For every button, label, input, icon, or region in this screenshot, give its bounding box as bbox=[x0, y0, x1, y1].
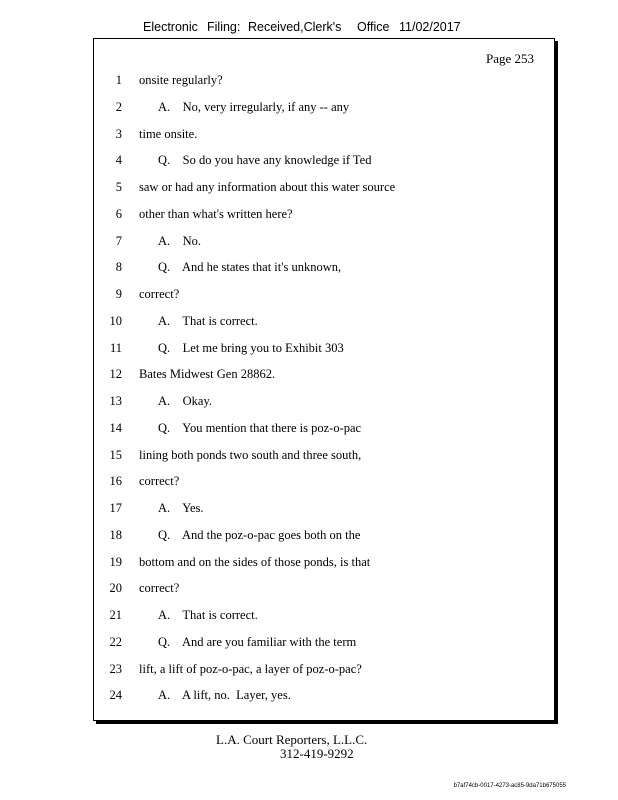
line-number: 16 bbox=[109, 474, 122, 489]
transcript-line bbox=[94, 528, 554, 546]
line-text: Bates Midwest Gen 28862. bbox=[139, 367, 276, 382]
line-text: Q. You mention that there is poz-o-pac bbox=[158, 420, 362, 435]
line-number: 6 bbox=[115, 206, 122, 221]
line-number: 10 bbox=[109, 313, 122, 328]
footer-phone: 312-419-9292 bbox=[280, 746, 354, 761]
line-text: A. No. bbox=[158, 233, 202, 248]
transcript-line bbox=[94, 421, 554, 439]
line-text: Q. So do you have any knowledge if Ted bbox=[158, 153, 372, 168]
line-number: 17 bbox=[109, 501, 122, 515]
transcript-line bbox=[94, 127, 554, 145]
page-number: Page 253 bbox=[485, 51, 534, 66]
line-number: 14 bbox=[109, 420, 122, 435]
filing-header bbox=[0, 20, 618, 38]
transcript-line bbox=[94, 367, 554, 385]
line-text: A. Yes. bbox=[158, 501, 204, 515]
header-office: Office bbox=[357, 20, 390, 34]
transcript-line bbox=[94, 394, 554, 412]
line-number: 23 bbox=[109, 661, 122, 676]
line-text: Q. Let me bring you to Exhibit 303 bbox=[158, 340, 344, 355]
footer-company: L.A. Court Reporters, L.L.C. bbox=[216, 732, 368, 747]
line-text: A. No, very irregularly, if any -- any bbox=[158, 99, 350, 114]
transcript-line bbox=[94, 73, 554, 91]
line-number: 7 bbox=[115, 233, 122, 248]
line-number: 4 bbox=[115, 153, 122, 168]
transcript-line bbox=[94, 688, 554, 706]
line-number: 8 bbox=[115, 260, 122, 275]
transcript-line bbox=[94, 581, 554, 599]
line-text: saw or had any information about this water source bbox=[139, 180, 396, 194]
line-number: 3 bbox=[115, 126, 122, 141]
line-text: time onsite. bbox=[139, 126, 198, 141]
transcript-line bbox=[94, 287, 554, 305]
line-text: lift, a lift of poz-o-pac, a layer of poz-o-pac? bbox=[139, 661, 362, 676]
transcript-line bbox=[94, 207, 554, 225]
line-text: correct? bbox=[139, 474, 180, 489]
transcript-line bbox=[94, 314, 554, 332]
line-text: A. That is correct. bbox=[158, 608, 258, 622]
line-number: 1 bbox=[115, 73, 122, 87]
transcript-line bbox=[94, 608, 554, 626]
transcript-line bbox=[94, 635, 554, 653]
line-text: correct? bbox=[139, 581, 180, 596]
transcript-line bbox=[94, 341, 554, 359]
transcript-line bbox=[94, 180, 554, 198]
line-number: 12 bbox=[109, 367, 122, 382]
line-number: 18 bbox=[109, 527, 122, 542]
header-electronic: Electronic bbox=[143, 20, 198, 34]
header-date: 11/02/2017 bbox=[399, 20, 461, 34]
line-number: 11 bbox=[109, 340, 122, 355]
line-text: other than what's written here? bbox=[139, 206, 293, 221]
line-number: 24 bbox=[109, 688, 122, 703]
transcript-line bbox=[94, 662, 554, 680]
header-filing: Filing: bbox=[207, 20, 241, 34]
transcript-line bbox=[94, 100, 554, 118]
line-text: Q. And the poz-o-pac goes both on the bbox=[158, 527, 361, 542]
line-number: 5 bbox=[115, 180, 122, 194]
transcript-line bbox=[94, 555, 554, 573]
line-text: A. That is correct. bbox=[158, 313, 258, 328]
header-received: Received,Clerk's bbox=[248, 20, 342, 34]
line-number: 15 bbox=[109, 447, 122, 462]
transcript-line bbox=[94, 260, 554, 278]
line-text: onsite regularly? bbox=[139, 73, 223, 87]
line-text: lining both ponds two south and three south, bbox=[139, 447, 362, 462]
transcript-line bbox=[94, 448, 554, 466]
line-text: bottom and on the sides of those ponds, is that bbox=[139, 554, 371, 569]
transcript-line bbox=[94, 234, 554, 252]
line-text: Q. And are you familiar with the term bbox=[158, 634, 357, 649]
line-text: A. Okay. bbox=[158, 394, 213, 408]
transcript-page bbox=[93, 38, 555, 721]
document-tracking-id: b7af74cb-0017-4273-ac85-9da71b675055 bbox=[453, 783, 566, 789]
line-text: A. A lift, no. Layer, yes. bbox=[158, 688, 291, 703]
line-number: 20 bbox=[109, 581, 122, 596]
transcript-line bbox=[94, 474, 554, 492]
transcript-line bbox=[94, 501, 554, 519]
line-number: 19 bbox=[109, 554, 122, 569]
line-text: correct? bbox=[139, 287, 180, 301]
line-number: 21 bbox=[109, 608, 122, 622]
line-number: 9 bbox=[115, 287, 122, 301]
line-number: 22 bbox=[109, 634, 122, 649]
line-text: Q. And he states that it's unknown, bbox=[158, 260, 342, 275]
line-number: 13 bbox=[109, 394, 122, 408]
transcript-line bbox=[94, 153, 554, 171]
line-number: 2 bbox=[115, 99, 122, 114]
